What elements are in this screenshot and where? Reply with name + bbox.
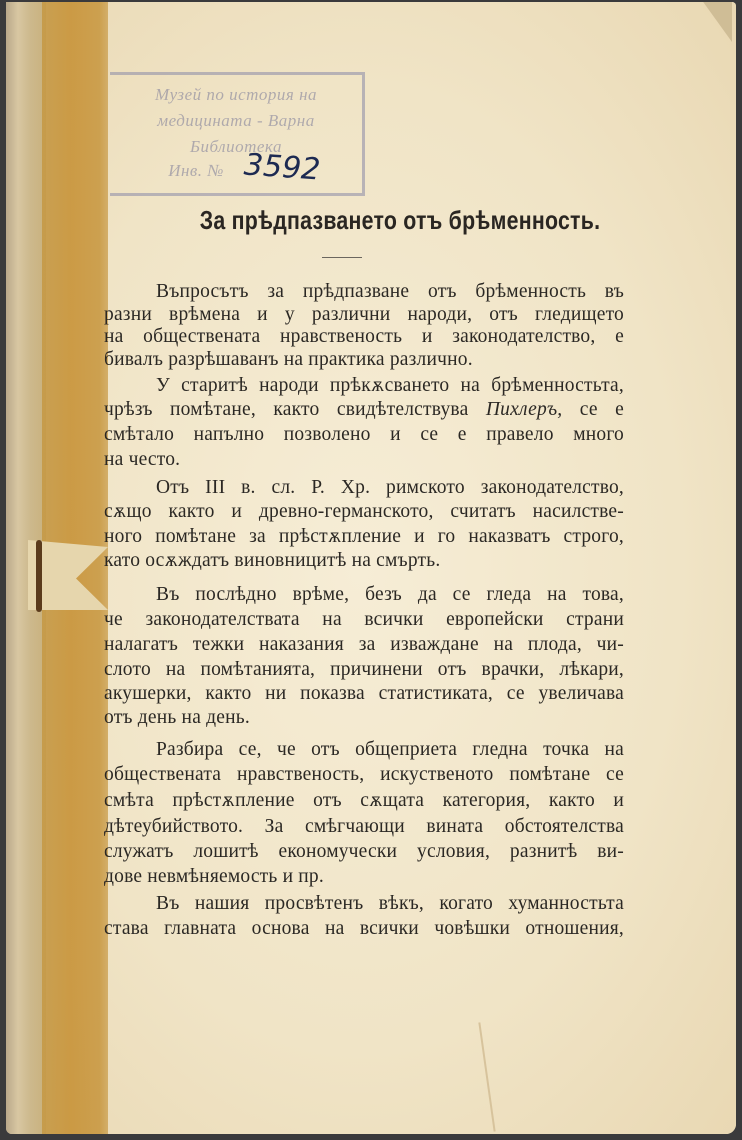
text-line: смѣта прѣстѫпление отъ сѫщата категория, както и <box>104 790 624 811</box>
text-line: на обществената нравственость и законодателство, е <box>104 326 624 347</box>
stamp-line: Музей по история на <box>154 85 318 104</box>
text-line: на често. <box>104 449 181 470</box>
text-line: бивалъ разрѣшаванъ на практика различно. <box>104 349 473 370</box>
text-line: разни врѣмена и у различни народи, отъ гледището <box>104 304 624 325</box>
text-line: чрѣзъ помѣтане, както свидѣтелствува Пихлеръ, се е <box>104 399 624 420</box>
text-line: Въ нашия просвѣтенъ вѣкъ, когато хуманностьта <box>156 893 624 914</box>
text-line: че законодателствата на всички европейски страни <box>104 609 624 630</box>
stain-mark <box>36 540 42 612</box>
inventory-number: 3592 <box>242 147 322 188</box>
stamp-line: Библиотека <box>190 137 282 156</box>
page-title: За прѣдпазването отъ брѣменность. <box>199 205 601 235</box>
text-line: като осѫждатъ виновницитѣ на смърть. <box>104 550 441 571</box>
library-stamp <box>110 72 365 196</box>
text-line: У старитѣ народи прѣкѫсването на брѣменностьта, <box>156 375 624 396</box>
text-line: Отъ III в. сл. Р. Хр. римското законодателство, <box>156 477 624 498</box>
text-line: акушерки, както ни показва статистиката, се увеличава <box>104 683 624 704</box>
text-line: смѣтало напълно позволено и се е правело много <box>104 424 624 445</box>
title-divider <box>322 257 362 258</box>
text-line: Въпросътъ за прѣдпазване отъ брѣменность въ <box>156 281 624 302</box>
text-line: служатъ лошитѣ економучески условия, разнитѣ ви- <box>104 841 624 862</box>
text-line: Разбира се, че отъ общеприета гледна точка на <box>156 739 624 760</box>
text-line: дѣтеубийството. За смѣгчающи вината обстоятелства <box>104 816 624 837</box>
text-line: слото на помѣтанията, причинени отъ врачки, лѣкари, <box>104 659 624 680</box>
author-name: Пихлеръ, <box>485 399 563 420</box>
text-line: става главната основа на всички човѣшки отношения, <box>104 918 624 939</box>
text-line: обществената нравственость, искуственото помѣтане се <box>104 764 624 785</box>
text-line: отъ день на день. <box>104 707 250 728</box>
text-line: Въ послѣдно врѣме, безъ да се гледа на това, <box>156 584 624 605</box>
text-line: сѫщо както и древно-германското, считатъ насилстве- <box>104 501 624 522</box>
text-line: ного помѣтане за прѣстѫпление и го наказватъ строго, <box>104 526 624 547</box>
text-line: налагатъ тежки наказания за изваждане на плода, чи- <box>104 634 624 655</box>
stamp-line: Инв. № <box>168 161 224 180</box>
text-line: дове невмѣняемость и пр. <box>104 866 324 887</box>
stamp-line: медицината - Варна <box>157 111 315 130</box>
